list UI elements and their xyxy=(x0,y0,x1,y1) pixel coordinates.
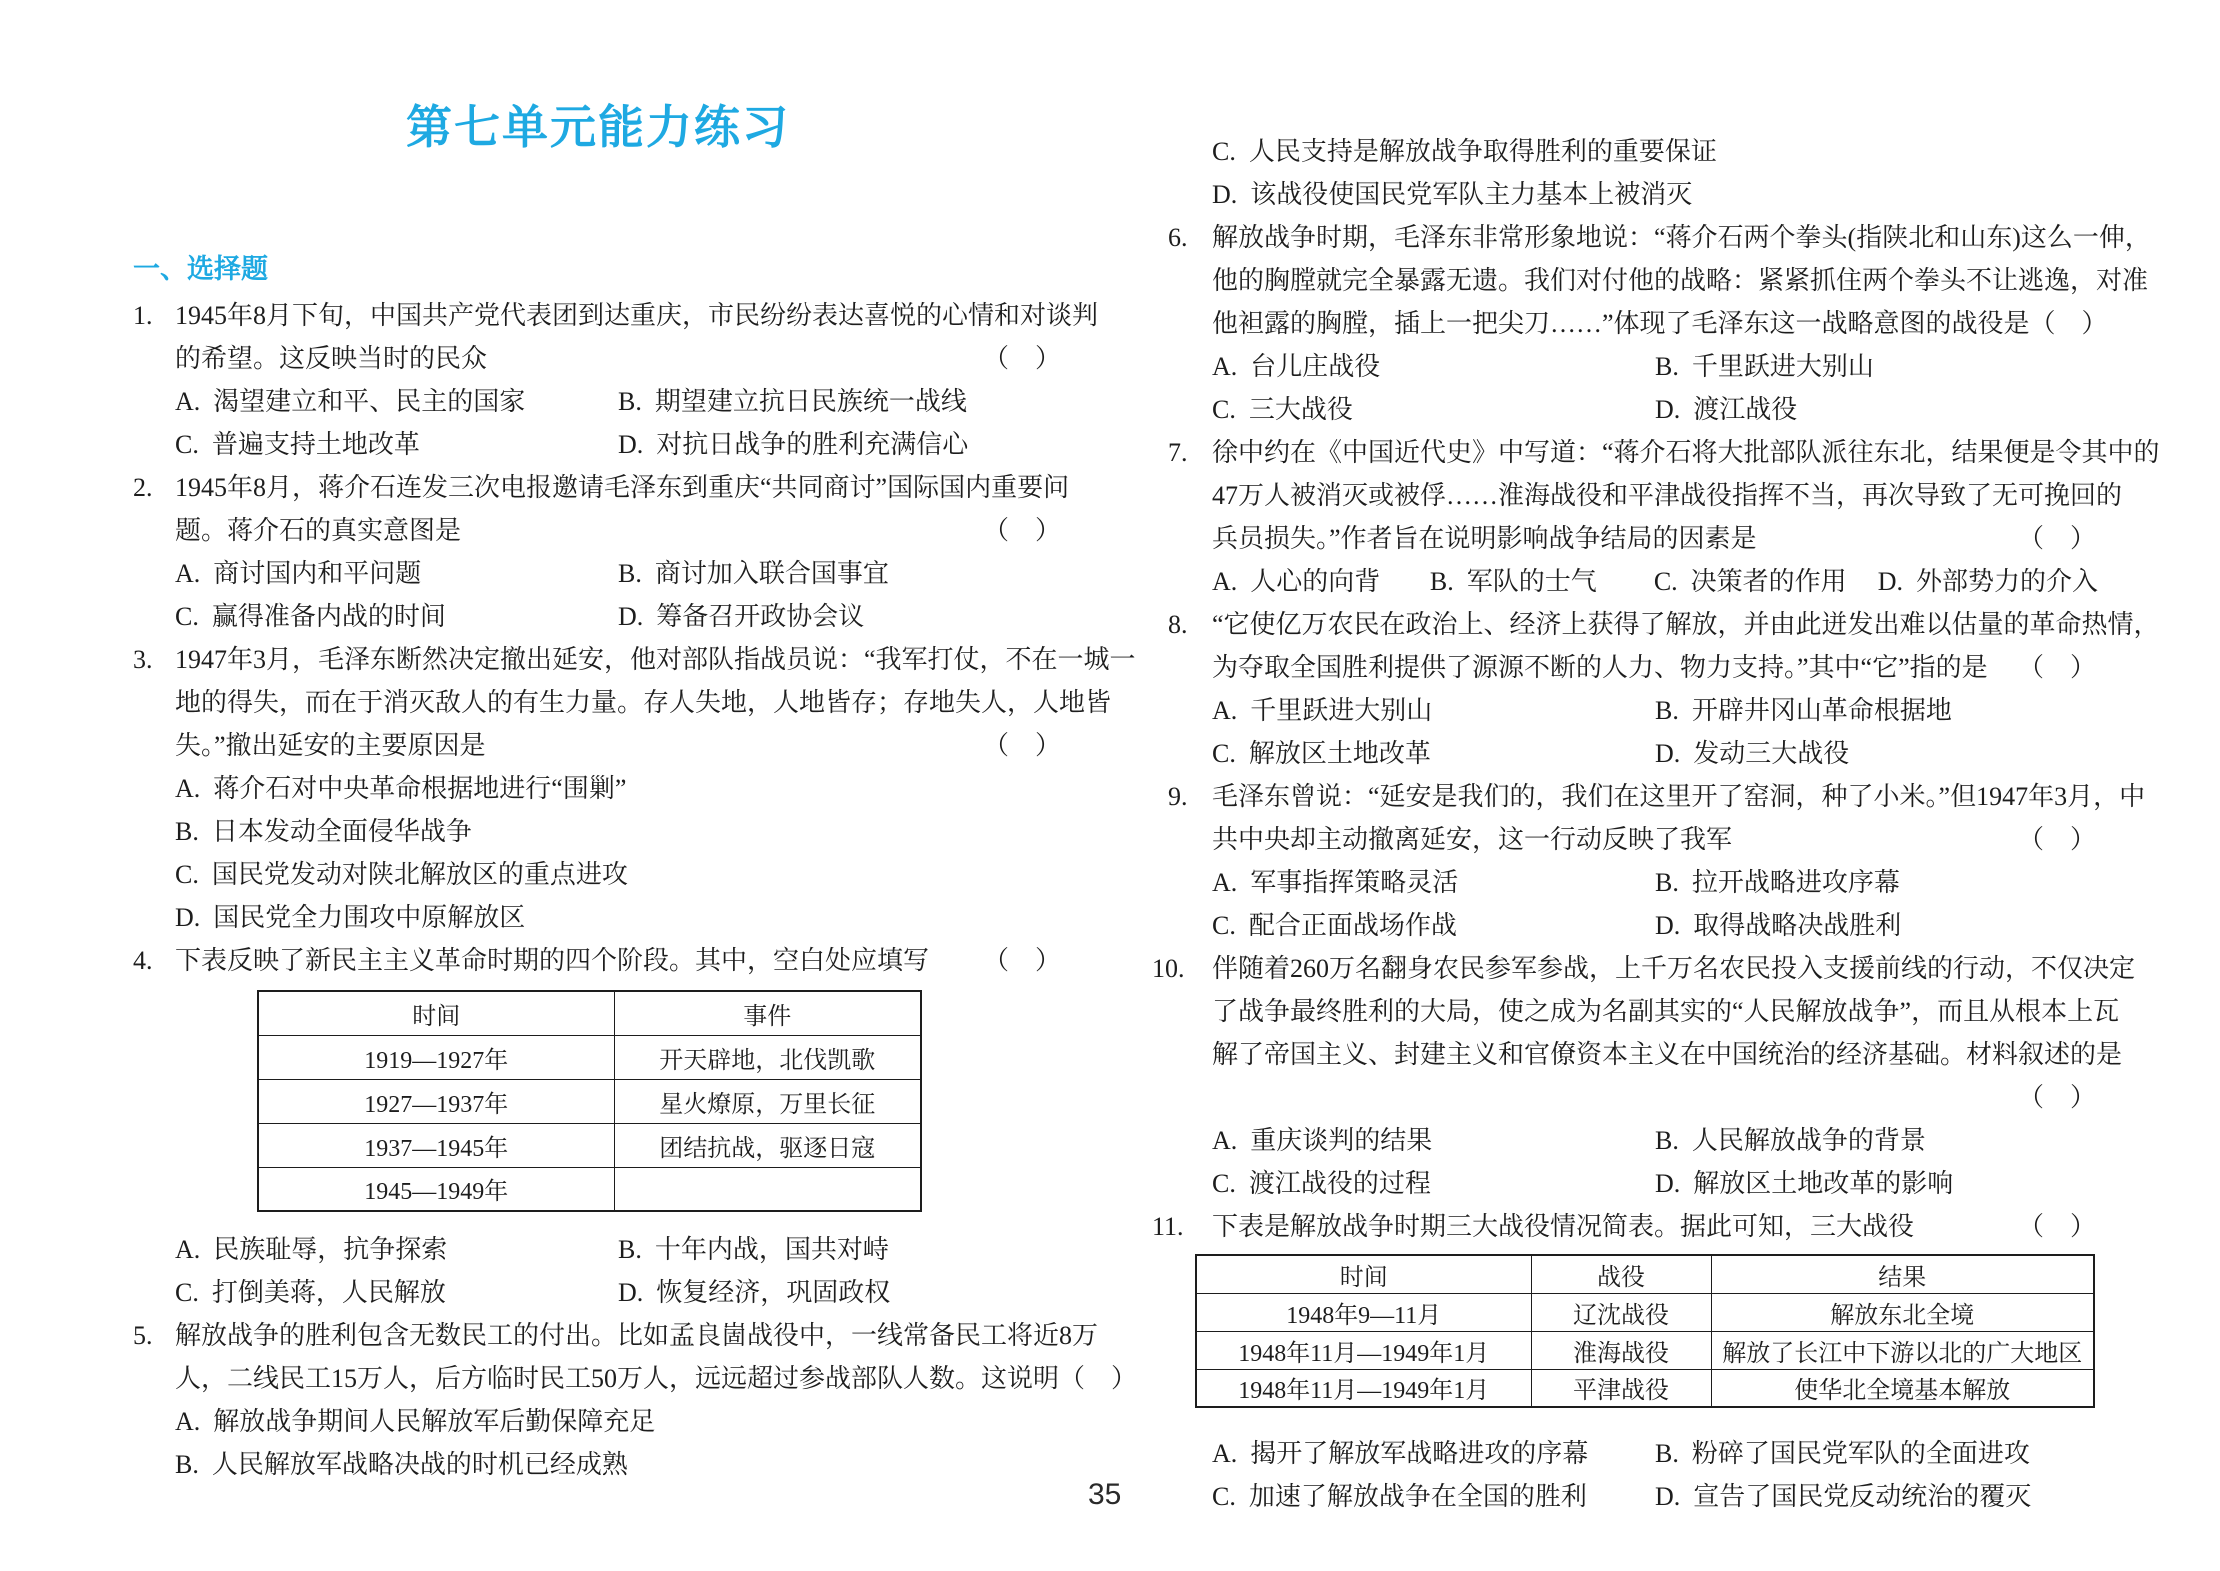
stem-line: 兵员损失。”作者旨在说明影响战争结局的因素是 （ ） xyxy=(1212,517,2098,560)
option-b: B. 粉碎了国民党军队的全面进攻 xyxy=(1655,1439,2030,1468)
option-b: B. 十年内战，国共对峙 xyxy=(618,1235,889,1264)
option-b: B. 商讨加入联合国事宜 xyxy=(618,559,889,588)
option-d: D. 取得战略决战胜利 xyxy=(1655,911,1902,940)
answer-blank: （ ） xyxy=(2017,1083,2096,1112)
question-number: 7. xyxy=(1168,438,1188,467)
option-b: B. 人民解放战争的背景 xyxy=(1655,1126,1926,1155)
column-header: 时间 xyxy=(1196,1255,1531,1293)
column-header: 事件 xyxy=(614,991,921,1035)
table-row: 1937—1945年 团结抗战，驱逐日寇 xyxy=(258,1123,921,1167)
option-row xyxy=(175,552,1063,595)
question-6 xyxy=(1168,216,2151,431)
option-row xyxy=(1212,173,2098,216)
stem-line: 解了帝国主义、封建主义和官僚资本主义在中国统治的经济基础。材料叙述的是 xyxy=(1212,1040,2123,1069)
stem-line: 的希望。这反映当时的民众 （ ） xyxy=(175,337,1063,380)
option-c: C. 解放区土地改革 xyxy=(1212,739,1431,768)
question-number: 4. xyxy=(133,946,153,975)
answer-blank: （ ） xyxy=(982,344,1061,373)
stem-line: 解放战争的胜利包含无数民工的付出。比如孟良崮战役中，一线常备民工将近8万 xyxy=(175,1321,1099,1350)
option-c: C. 普遍支持土地改革 xyxy=(175,430,420,459)
question-number: 6. xyxy=(1168,223,1188,252)
option-a: A. 人心的向背 xyxy=(1212,567,1381,596)
option-a: A. 商讨国内和平问题 xyxy=(175,559,422,588)
column-header: 时间 xyxy=(258,991,614,1035)
option-row xyxy=(1212,1162,2098,1205)
option-d: D. 渡江战役 xyxy=(1655,395,1798,424)
option-a: A. 揭开了解放军战略进攻的序幕 xyxy=(1212,1439,1589,1468)
option-row xyxy=(175,810,1063,853)
page-number: 35 xyxy=(1088,1478,1122,1511)
answer-blank: （ ） xyxy=(2017,653,2096,682)
option-d: D. 宣告了国民党反动统治的覆灭 xyxy=(1655,1482,2032,1511)
question-number: 5. xyxy=(133,1321,153,1350)
option-row xyxy=(1212,1432,2098,1475)
option-d: D. 国民党全力围攻中原解放区 xyxy=(175,903,526,932)
question-4 xyxy=(133,939,1063,1314)
stem-line: 题。蒋介石的真实意图是 （ ） xyxy=(175,509,1063,552)
option-row xyxy=(175,853,1063,896)
stem-line: 徐中约在《中国近代史》中写道：“蒋介石将大批部队派往东北，结果便是令其中的 xyxy=(1212,438,2160,467)
question-7 xyxy=(1168,431,2160,603)
question-number: 10. xyxy=(1152,954,1185,983)
option-a: A. 重庆谈判的结果 xyxy=(1212,1126,1433,1155)
option-b: B. 期望建立抗日民族统一战线 xyxy=(618,387,967,416)
option-c: C. 赢得准备内战的时间 xyxy=(175,602,446,631)
right-column xyxy=(1152,130,2160,1518)
option-row xyxy=(1212,345,2098,388)
option-d: D. 对抗日战争的胜利充满信心 xyxy=(618,430,969,459)
option-row xyxy=(175,1443,1063,1486)
three-campaigns-table xyxy=(1195,1254,2095,1408)
question-number: 11. xyxy=(1152,1212,1184,1241)
option-a: A. 台儿庄战役 xyxy=(1212,352,1381,381)
question-5 xyxy=(133,1314,1138,1486)
option-row xyxy=(1212,1475,2098,1518)
stem-line: 解放战争时期，毛泽东非常形象地说：“蒋介石两个拳头(指陕北和山东)这么一伸， xyxy=(1212,223,2151,252)
option-d: D. 外部势力的介入 xyxy=(1877,567,2099,596)
revolution-stages-table xyxy=(257,990,922,1212)
answer-blank: （ ） xyxy=(982,731,1061,760)
option-d: D. 筹备召开政协会议 xyxy=(618,602,865,631)
stem-line: 他的胸膛就完全暴露无遗。我们对付他的战略：紧紧抓住两个拳头不让逃逸，对准 xyxy=(1212,266,2149,295)
answer-blank: （ ） xyxy=(2017,825,2096,854)
blank-cell xyxy=(614,1167,921,1211)
stem-line: 他袒露的胸膛，插上一把尖刀……”体现了毛泽东这一战略意图的战役是 （ ） xyxy=(1212,302,2098,345)
option-row xyxy=(175,1228,1063,1271)
section-header: 一、选择题 xyxy=(133,254,268,284)
stem-line: 1947年3月，毛泽东断然决定撤出延安，他对部队指战员说：“我军打仗，不在一城一 xyxy=(175,645,1136,674)
option-a: A. 渴望建立和平、民主的国家 xyxy=(175,387,526,416)
option-row xyxy=(1212,1119,2098,1162)
option-row xyxy=(175,595,1063,638)
question-5-options-continued xyxy=(1168,130,2098,216)
option-c: C. 渡江战役的过程 xyxy=(1212,1169,1431,1198)
question-number: 3. xyxy=(133,645,153,674)
option-c: C. 加速了解放战争在全国的胜利 xyxy=(1212,1482,1587,1511)
question-number: 9. xyxy=(1168,782,1188,811)
option-a: A. 千里跃进大别山 xyxy=(1212,696,1433,725)
question-9 xyxy=(1168,775,2146,947)
option-b: B. 军队的士气 xyxy=(1429,567,1597,596)
option-row xyxy=(175,380,1063,423)
question-number: 1. xyxy=(133,301,153,330)
option-c: C. 配合正面战场作战 xyxy=(1212,911,1457,940)
table-row: 1927—1937年 星火燎原，万里长征 xyxy=(258,1079,921,1123)
question-1 xyxy=(133,294,1099,466)
option-d: D. 解放区土地改革的影响 xyxy=(1655,1169,1954,1198)
question-2 xyxy=(133,466,1070,638)
option-row xyxy=(1212,388,2098,431)
option-row xyxy=(175,767,1063,810)
question-3 xyxy=(133,638,1136,939)
option-b: B. 日本发动全面侵华战争 xyxy=(175,817,472,846)
answer-blank: （ ） xyxy=(982,516,1061,545)
stem-line: 下表是解放战争时期三大战役情况简表。据此可知，三大战役 （ ） xyxy=(1212,1205,2098,1248)
table-row: 1948年11月—1949年1月 平津战役 使华北全境基本解放 xyxy=(1196,1369,2094,1407)
table-header-row xyxy=(258,991,921,1035)
option-row xyxy=(1212,560,2098,603)
table-row: 1948年9—11月 辽沈战役 解放东北全境 xyxy=(1196,1293,2094,1331)
table-row: 1945—1949年 xyxy=(258,1167,921,1211)
question-number: 2. xyxy=(133,473,153,502)
question-number: 8. xyxy=(1168,610,1188,639)
option-b: B. 人民解放军战略决战的时机已经成熟 xyxy=(175,1450,628,1479)
column-header: 战役 xyxy=(1531,1255,1711,1293)
option-row xyxy=(175,423,1063,466)
answer-blank: （ ） xyxy=(2029,309,2108,338)
option-c: C. 人民支持是解放战争取得胜利的重要保证 xyxy=(1212,137,1717,166)
answer-blank-line xyxy=(1212,1076,2098,1119)
stem-line: 毛泽东曾说：“延安是我们的，我们在这里开了窑洞，种了小米。”但1947年3月，中 xyxy=(1212,782,2146,811)
question-11 xyxy=(1152,1205,2098,1518)
option-row xyxy=(1212,904,2098,947)
option-b: B. 拉开战略进攻序幕 xyxy=(1655,868,1900,897)
table-row: 1919—1927年 开天辟地，北伐凯歌 xyxy=(258,1035,921,1079)
option-b: B. 千里跃进大别山 xyxy=(1655,352,1874,381)
page-title: 第七单元能力练习 xyxy=(406,102,790,153)
option-d: D. 该战役使国民党军队主力基本上被消灭 xyxy=(1212,180,1693,209)
answer-blank: （ ） xyxy=(1059,1364,1138,1393)
option-a: A. 民族耻辱，抗争探索 xyxy=(175,1235,448,1264)
option-row xyxy=(1212,130,2098,173)
option-a: A. 蒋介石对中央革命根据地进行“围剿” xyxy=(175,774,627,803)
stem-line: 下表反映了新民主主义革命时期的四个阶段。其中，空白处应填写 （ ） xyxy=(175,939,1063,982)
stem-line: “它使亿万农民在政治上、经济上获得了解放，并由此迸发出难以估量的革命热情， xyxy=(1212,610,2160,639)
stem-line: 人，二线民工15万人，后方临时民工50万人，远远超过参战部队人数。这说明 （ ） xyxy=(175,1357,1063,1400)
stem-line: 了战争最终胜利的大局，使之成为名副其实的“人民解放战争”，而且从根本上瓦 xyxy=(1212,997,2120,1026)
question-8 xyxy=(1168,603,2160,775)
stem-line: 共中央却主动撤离延安，这一行动反映了我军 （ ） xyxy=(1212,818,2098,861)
question-10 xyxy=(1152,947,2136,1205)
option-row xyxy=(175,1400,1063,1443)
table-row: 1948年11月—1949年1月 淮海战役 解放了长江中下游以北的广大地区 xyxy=(1196,1331,2094,1369)
column-header: 结果 xyxy=(1711,1255,2094,1293)
option-b: B. 开辟井冈山革命根据地 xyxy=(1655,696,1952,725)
option-c: C. 决策者的作用 xyxy=(1653,567,1847,596)
table-header-row xyxy=(1196,1255,2094,1293)
option-row xyxy=(1212,861,2098,904)
option-a: A. 解放战争期间人民解放军后勤保障充足 xyxy=(175,1407,656,1436)
option-c: C. 国民党发动对陕北解放区的重点进攻 xyxy=(175,860,628,889)
stem-line: 1945年8月下旬，中国共产党代表团到达重庆，市民纷纷表达喜悦的心情和对谈判 xyxy=(175,301,1099,330)
stem-line: 47万人被消灭或被俘……淮海战役和平津战役指挥不当，再次导致了无可挽回的 xyxy=(1212,481,2123,510)
option-a: A. 军事指挥策略灵活 xyxy=(1212,868,1459,897)
stem-line: 伴随着260万名翻身农民参军参战，上千万名农民投入支援前线的行动，不仅决定 xyxy=(1212,954,2136,983)
option-row xyxy=(175,1271,1063,1314)
answer-blank: （ ） xyxy=(982,946,1061,975)
option-row xyxy=(1212,689,2098,732)
stem-line: 1945年8月，蒋介石连发三次电报邀请毛泽东到重庆“共同商讨”国际国内重要问 xyxy=(175,473,1070,502)
stem-line: 为夺取全国胜利提供了源源不断的人力、物力支持。”其中“它”指的是 （ ） xyxy=(1212,646,2098,689)
option-c: C. 三大战役 xyxy=(1212,395,1353,424)
stem-line: 地的得失，而在于消灭敌人的有生力量。存人失地，人地皆存；存地失人，人地皆 xyxy=(175,688,1112,717)
option-d: D. 发动三大战役 xyxy=(1655,739,1850,768)
option-c: C. 打倒美蒋，人民解放 xyxy=(175,1278,446,1307)
option-row xyxy=(175,896,1063,939)
answer-blank: （ ） xyxy=(2017,524,2096,553)
left-column xyxy=(133,247,1138,1486)
option-d: D. 恢复经济，巩固政权 xyxy=(618,1278,891,1307)
answer-blank: （ ） xyxy=(2017,1212,2096,1241)
stem-line: 失。”撤出延安的主要原因是 （ ） xyxy=(175,724,1063,767)
option-row xyxy=(1212,732,2098,775)
